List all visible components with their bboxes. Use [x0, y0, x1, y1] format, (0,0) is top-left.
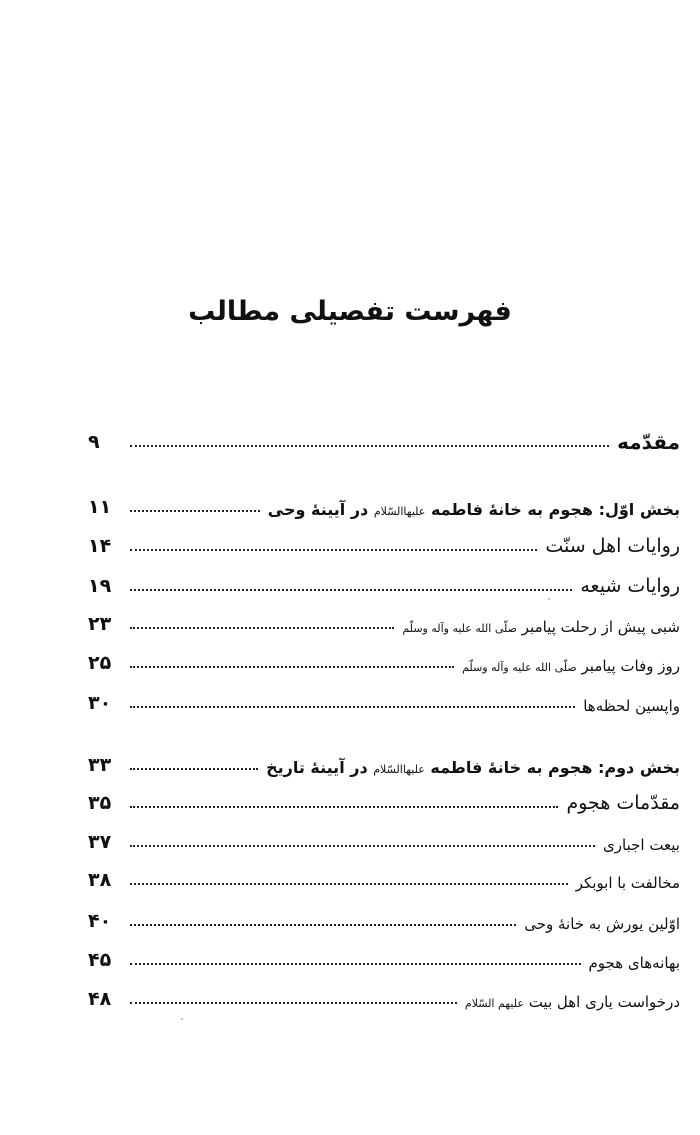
toc-entry-label-main: روز وفات پیامبر: [581, 657, 680, 675]
toc-entry[interactable]: [88, 420, 680, 454]
dot-leader: [130, 510, 260, 512]
dot-leader: [130, 883, 568, 885]
toc-entry-page: ۲۵: [88, 652, 112, 675]
toc-entry[interactable]: [88, 564, 700, 598]
dot-leader: [130, 845, 595, 847]
toc-entry-page: ۳۰: [88, 692, 112, 715]
toc-entry-page: ۳۵: [88, 792, 112, 815]
toc-entry-label: [462, 657, 680, 675]
dot-leader: [130, 768, 258, 770]
dot-leader: [130, 1002, 457, 1004]
toc-entry-page: ۲۳: [88, 613, 112, 636]
toc-entry[interactable]: [88, 641, 700, 675]
toc-entry[interactable]: [88, 820, 700, 854]
toc-entry-label: بیعت اجباری: [603, 836, 680, 854]
toc-entry[interactable]: [88, 781, 700, 815]
toc-entry-honorific: علیهم السّلام: [464, 997, 524, 1010]
toc-entry-page: ۱۱: [88, 496, 112, 519]
toc-entry-label-tail: در آیینهٔ وحی: [267, 499, 369, 519]
toc-entry-label: واپسین لحظه‌ها: [583, 697, 680, 715]
toc-entry-honorific: صلّی الله علیه وآله وسلّم: [462, 661, 577, 674]
toc-entry[interactable]: [88, 524, 700, 558]
toc-entry-label: روایات شیعه: [580, 575, 680, 598]
scan-speck: [181, 1018, 183, 1020]
toc-entry-page: ۳۳: [88, 754, 112, 777]
toc-entry-page: ۳۸: [88, 869, 112, 892]
toc-entry-page: ۹: [88, 431, 100, 454]
toc-entry-label: [266, 758, 680, 777]
toc-entry-label-main: بخش اوّل: هجوم به خانهٔ فاطمه: [430, 499, 680, 519]
toc-entry-label: روایات اهل سنّت: [545, 535, 680, 558]
dot-leader: [130, 706, 575, 708]
toc-entry-label: مخالفت با ابوبکر: [575, 874, 680, 892]
toc-entry[interactable]: [88, 858, 700, 892]
toc-entry-page: ۱۹: [88, 575, 112, 598]
toc-entry-label-main: شبی پیش از رحلت پیامبر: [521, 618, 680, 636]
dot-leader: [130, 549, 537, 551]
toc-entry-honorific: علیهاالسّلام: [373, 504, 426, 518]
dot-leader: [130, 666, 454, 668]
toc-entry-label: [465, 993, 680, 1011]
page-title: فهرست تفصیلی مطالب: [188, 296, 512, 327]
toc-entry-page: ۴۰: [88, 910, 112, 933]
dot-leader: [130, 924, 516, 926]
toc-entry[interactable]: [88, 899, 700, 933]
toc-entry-honorific: صلّی الله علیه وآله وسلّم: [402, 622, 517, 635]
toc-entry-label: مقدّمات هجوم: [566, 792, 680, 815]
scan-speck: [548, 598, 550, 600]
toc-entry-label: [402, 618, 680, 636]
toc-entry-label-main: بخش دوم: هجوم به خانهٔ فاطمه: [430, 757, 680, 777]
dot-leader: [130, 806, 558, 808]
dot-leader: [130, 589, 572, 591]
toc-entry-page: ۴۸: [88, 988, 112, 1011]
dot-leader: [130, 963, 581, 965]
toc-entry[interactable]: [88, 743, 680, 777]
dot-leader: [130, 445, 609, 447]
toc-entry[interactable]: [88, 681, 700, 715]
toc-entry-honorific: علیهاالسّلام: [373, 762, 425, 776]
toc-entry-label: بهانه‌های هجوم: [588, 954, 680, 972]
toc-entry-label-main: درخواست یاری اهل بیت: [528, 993, 680, 1011]
dot-leader: [130, 627, 394, 629]
toc-entry-label: [268, 500, 680, 519]
toc-entry[interactable]: [88, 485, 680, 519]
toc-entry-page: ۴۵: [88, 949, 112, 972]
toc-entry[interactable]: [88, 977, 700, 1011]
toc-entry[interactable]: [88, 602, 700, 636]
toc-entry-label: مقدّمه: [617, 430, 680, 454]
toc-entry[interactable]: [88, 938, 700, 972]
toc-entry-label: اوّلین یورش به خانهٔ وحی: [524, 915, 680, 933]
toc-entry-label-tail: در آیینهٔ تاریخ: [266, 757, 368, 777]
toc-entry-page: ۳۷: [88, 831, 112, 854]
toc-entry-page: ۱۴: [88, 535, 112, 558]
